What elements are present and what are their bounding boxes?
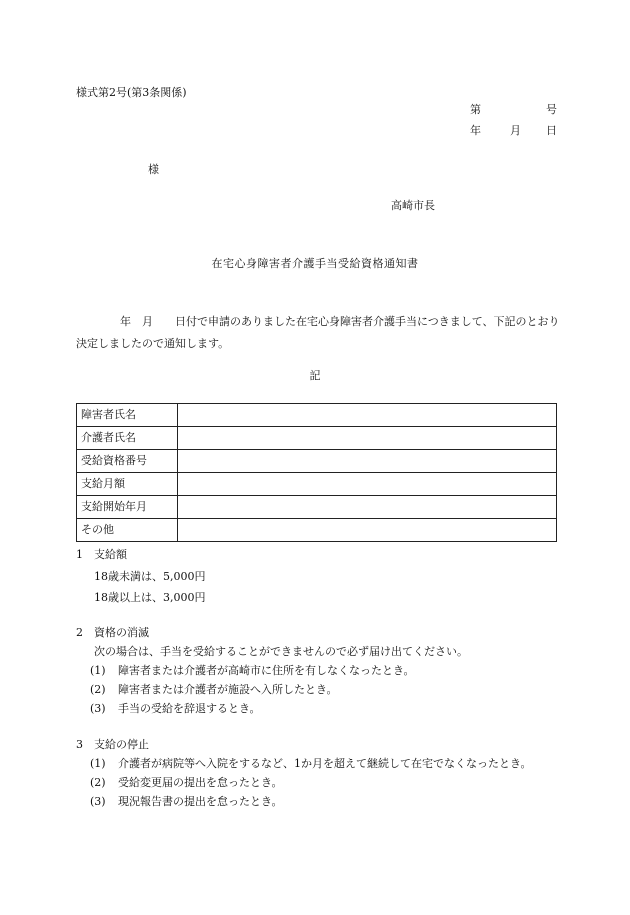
- table-label: 支給月額: [77, 473, 178, 496]
- table-row: [77, 519, 557, 542]
- date-year: 年: [470, 124, 481, 137]
- item-text: 手当の受給を辞退するとき。: [118, 702, 261, 715]
- section-title: 支給の停止: [94, 738, 149, 751]
- table-value: [178, 450, 557, 473]
- list-item: [90, 664, 415, 678]
- item-text: 現況報告書の提出を怠ったとき。: [118, 795, 283, 808]
- list-item: [90, 757, 532, 771]
- date-day: 日: [546, 124, 557, 137]
- info-table: [76, 403, 557, 542]
- table-value: [178, 427, 557, 450]
- section-heading-1: [76, 548, 127, 562]
- issuer: 高崎市長: [391, 199, 435, 212]
- item-number: (3): [90, 795, 106, 808]
- section-number: 1: [76, 548, 83, 561]
- item-number: (3): [90, 702, 106, 715]
- table-label: 介護者氏名: [77, 427, 178, 450]
- table-value: [178, 473, 557, 496]
- item-text: 障害者または介護者が施設へ入所したとき。: [118, 683, 338, 696]
- table-value: [178, 404, 557, 427]
- item-text: 介護者が病院等へ入院をするなど、1か月を超えて継続して在宅でなくなったとき。: [118, 757, 532, 770]
- table-label: その他: [77, 519, 178, 542]
- table-row: [77, 404, 557, 427]
- table-row: [77, 473, 557, 496]
- list-item: [90, 776, 283, 790]
- section-number: 2: [76, 626, 83, 639]
- table-label: 障害者氏名: [77, 404, 178, 427]
- item-number: (1): [90, 757, 106, 770]
- document-number: [470, 103, 557, 117]
- item-number: (2): [90, 776, 106, 789]
- item-number: (2): [90, 683, 106, 696]
- body-text: 年 月 日付で申請のありました在宅心身障害者介護手当につきまして、下記のとおり決定しましたので通知します。: [76, 315, 560, 350]
- section-number: 3: [76, 738, 83, 751]
- table-value: [178, 496, 557, 519]
- form-label: 様式第2号(第3条関係): [76, 86, 187, 99]
- list-item: [90, 683, 338, 697]
- list-item: [90, 702, 261, 716]
- table-label: 支給開始年月: [77, 496, 178, 519]
- document-number-prefix: 第: [470, 103, 481, 116]
- section-2-intro: 次の場合は、手当を受給することができませんので必ず届け出てください。: [94, 645, 468, 658]
- section-heading-2: [76, 626, 149, 640]
- item-text: 受給変更届の提出を怠ったとき。: [118, 776, 283, 789]
- table-row: [77, 496, 557, 519]
- section-1-line: 18歳未満は、5,000円: [94, 570, 206, 583]
- section-1-line: 18歳以上は、3,000円: [94, 591, 206, 604]
- ki-marker: 記: [309, 369, 321, 382]
- item-text: 障害者または介護者が高崎市に住所を有しなくなったとき。: [118, 664, 415, 677]
- item-number: (1): [90, 664, 106, 677]
- section-title: 支給額: [94, 548, 127, 561]
- table-value: [178, 519, 557, 542]
- table-row: [77, 427, 557, 450]
- date-month: 月: [510, 124, 521, 137]
- document-number-suffix: 号: [546, 103, 557, 116]
- table-label: 受給資格番号: [77, 450, 178, 473]
- section-heading-3: [76, 738, 149, 752]
- addressee-suffix: 様: [148, 163, 159, 176]
- section-title: 資格の消滅: [94, 626, 149, 639]
- list-item: [90, 795, 283, 809]
- document-title: 在宅心身障害者介護手当受給資格通知書: [211, 257, 419, 270]
- table-row: [77, 450, 557, 473]
